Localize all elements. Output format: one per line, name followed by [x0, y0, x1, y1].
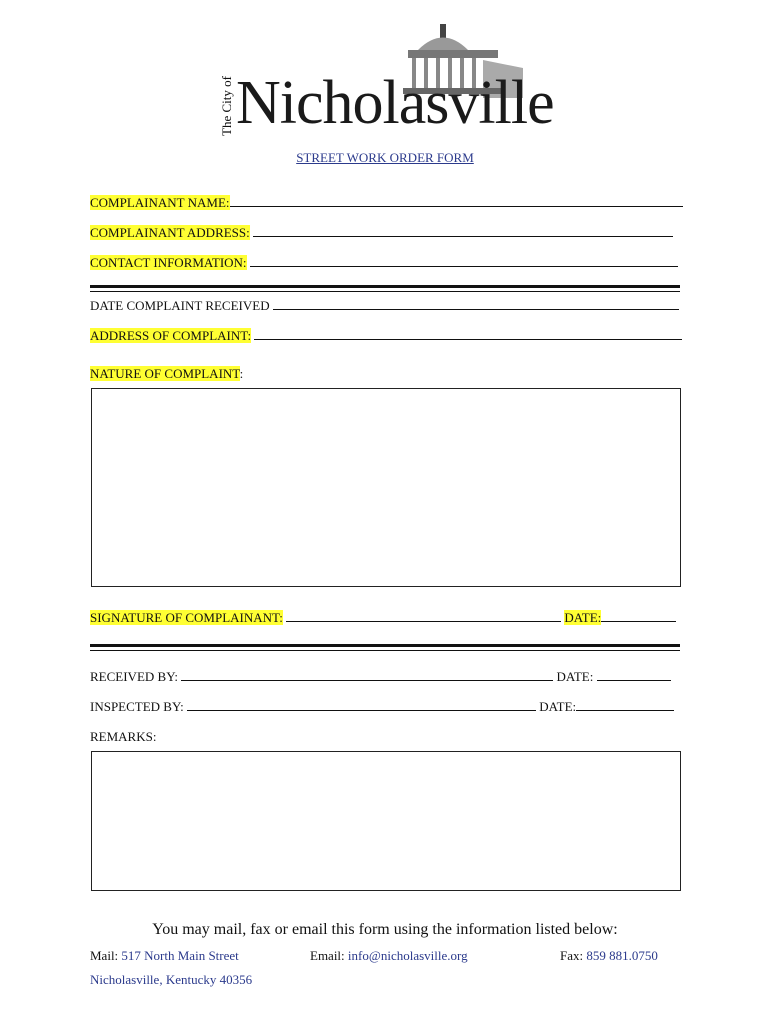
mail-address-line2: Nicholasville, Kentucky 40356: [90, 972, 253, 987]
mail-address-line1: 517 North Main Street: [121, 948, 239, 963]
mail-label: Mail:: [90, 948, 122, 963]
footer-mail: [90, 948, 239, 964]
inspected-by-label: INSPECTED BY:: [90, 699, 184, 714]
signature-label: SIGNATURE OF COMPLAINANT:: [90, 610, 283, 625]
date-complaint-received-label: DATE COMPLAINT RECEIVED: [90, 298, 270, 313]
complainant-name-row: [90, 195, 683, 211]
nature-colon: :: [239, 366, 244, 381]
date-complaint-received-row: [90, 298, 679, 314]
inspected-date-label: DATE:: [539, 699, 577, 714]
nature-of-complaint-row: [90, 366, 243, 382]
contact-information-field[interactable]: [250, 255, 678, 267]
date-complaint-received-field[interactable]: [273, 298, 679, 310]
signature-date-label: DATE:: [564, 610, 602, 625]
logo-prefix: The City of: [219, 76, 234, 136]
footer-mail-line2: [90, 972, 252, 988]
inspected-by-row: [90, 699, 674, 715]
signature-date-field[interactable]: [601, 610, 676, 622]
address-of-complaint-field[interactable]: [254, 328, 682, 340]
received-by-label: RECEIVED BY:: [90, 669, 178, 684]
fax-number: 859 881.0750: [586, 948, 658, 963]
complainant-address-label: COMPLAINANT ADDRESS:: [90, 225, 250, 240]
signature-field[interactable]: [286, 610, 561, 622]
nature-of-complaint-label: NATURE OF COMPLAINT: [90, 366, 240, 381]
received-by-row: [90, 669, 671, 685]
complainant-address-field[interactable]: [253, 225, 673, 237]
email-label: Email:: [310, 948, 348, 963]
footer-fax: [560, 948, 658, 964]
inspected-date-field[interactable]: [576, 699, 674, 711]
address-of-complaint-label: ADDRESS OF COMPLAINT:: [90, 328, 252, 343]
remarks-row: [90, 729, 156, 745]
contact-information-label: CONTACT INFORMATION:: [90, 255, 247, 270]
remarks-label: REMARKS:: [90, 729, 157, 744]
remarks-textarea[interactable]: [91, 751, 681, 891]
complainant-address-row: [90, 225, 673, 241]
complainant-name-label: COMPLAINANT NAME:: [90, 195, 230, 210]
received-date-field[interactable]: [597, 669, 671, 681]
address-of-complaint-row: [90, 328, 682, 344]
office-divider: [90, 644, 680, 651]
footer-note: You may mail, fax or email this form using the information listed below:: [152, 921, 618, 938]
section-divider: [90, 285, 680, 292]
fax-label: Fax:: [560, 948, 587, 963]
email-link[interactable]: info@nicholasville.org: [347, 948, 468, 963]
nature-of-complaint-textarea[interactable]: [91, 388, 681, 587]
logo-name: Nicholasville: [236, 69, 554, 137]
received-by-field[interactable]: [181, 669, 553, 681]
received-date-label: DATE:: [556, 669, 594, 684]
form-title: STREET WORK ORDER FORM: [296, 150, 474, 165]
footer-email: [310, 948, 468, 964]
contact-information-row: [90, 255, 678, 271]
complainant-name-field[interactable]: [230, 195, 683, 207]
inspected-by-field[interactable]: [187, 699, 536, 711]
signature-row: [90, 610, 676, 626]
